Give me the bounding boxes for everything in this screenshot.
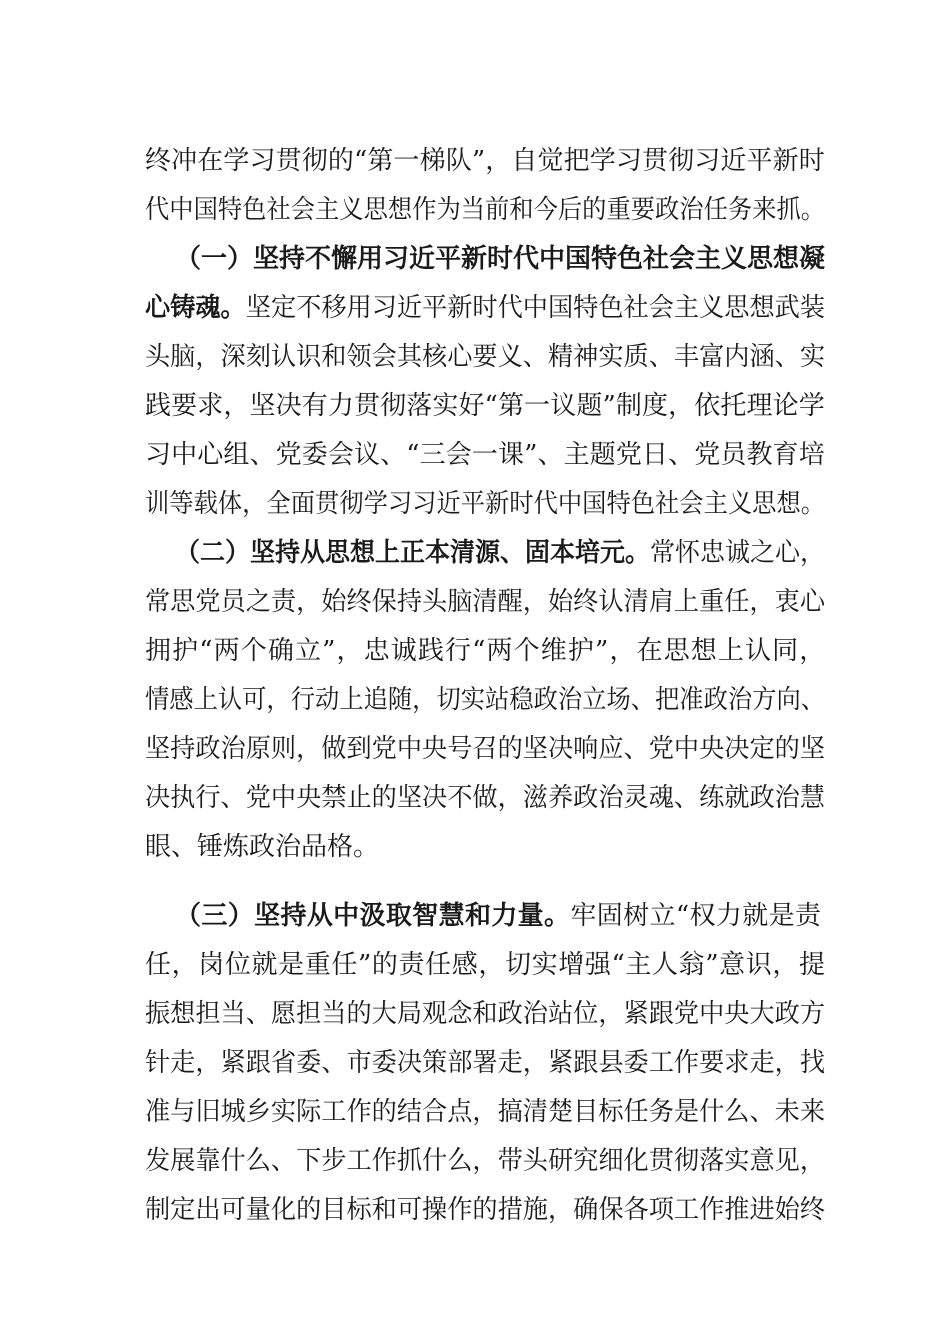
text-line: 决执行、党中央禁止的坚决不做，滋养政治灵魂、练就政治慧 [145, 783, 826, 813]
text-line: 拥护“两个确立”，忠诚践行“两个维护”，在思想上认同， [145, 636, 827, 666]
section-heading-1: （一）坚持不懈用习近平新时代中国特色社会主义思想凝 [175, 244, 826, 274]
section-heading-2: （二）坚持从思想上正本清源、固本培元。 [175, 538, 650, 568]
text-line: 代中国特色社会主义思想作为当前和今后的重要政治任务来抓。 [145, 195, 826, 225]
text-line [175, 898, 821, 934]
text-span: 牢固树立“权力就是责 [570, 901, 822, 931]
text-line: 针走，紧跟省委、市委决策部署走，紧跟县委工作要求走，找 [145, 1048, 826, 1078]
text-line: 常思党员之责，始终保持头脑清醒，始终认清肩上重任，衷心 [145, 587, 826, 617]
text-line: 终冲在学习贯彻的“第一梯队”，自觉把学习贯彻习近平新时 [145, 146, 825, 176]
text-line: 眼、锤炼政治品格。 [145, 832, 380, 862]
text-line: 情感上认可，行动上追随，切实站稳政治立场、把准政治方向、 [145, 685, 826, 715]
text-line: 任，岗位就是重任”的责任感，切实增强“主人翁”意识，提 [145, 950, 826, 980]
text-line [175, 535, 825, 571]
text-line: 习中心组、党委会议、“三会一课”、主题党日、党员教育培 [145, 440, 825, 470]
text-span: 坚定不移用习近平新时代中国特色社会主义思想武装 [245, 293, 826, 323]
text-line: 训等载体，全面贯彻学习习近平新时代中国特色社会主义思想。 [145, 489, 826, 519]
text-span: 常怀忠诚之心， [649, 538, 826, 568]
text-line: 制定出可量化的目标和可操作的措施，确保各项工作推进始终 [145, 1195, 826, 1225]
text-line: 振想担当、愿担当的大局观念和政治站位，紧跟党中央大政方 [145, 999, 826, 1029]
section-heading-3: （三）坚持从中汲取智慧和力量。 [175, 901, 571, 931]
text-line: 践要求，坚决有力贯彻落实好“第一议题”制度，依托理论学 [145, 391, 825, 421]
text-line: 准与旧城乡实际工作的结合点，搞清楚目标任务是什么、未来 [145, 1097, 826, 1127]
text-line: 头脑，深刻认识和领会其核心要义、精神实质、丰富内涵、实 [145, 342, 826, 372]
section-heading-1-cont: 心铸魂。 [145, 293, 246, 323]
text-line: 发展靠什么、下步工作抓什么，带头研究细化贯彻落实意见， [145, 1146, 826, 1176]
text-line [145, 290, 825, 326]
text-line: 坚持政治原则，做到党中央号召的坚决响应、党中央决定的坚 [145, 734, 826, 764]
